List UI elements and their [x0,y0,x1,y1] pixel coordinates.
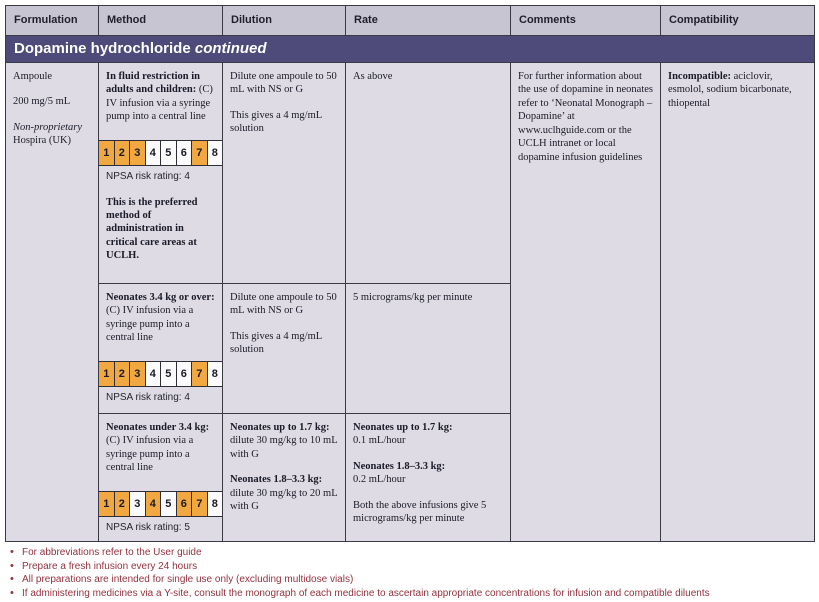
method-lead: In fluid restriction in adults and children: [106,71,201,96]
col-header-dilution: Dilution [223,6,346,36]
npsa-scale-cell: 3 [130,141,146,165]
npsa-scale-cell: 6 [177,362,193,386]
monograph-table [5,5,815,542]
comments-cell [511,63,661,542]
formulation-brand-type: Non-proprietary [13,121,83,133]
npsa-scale-cell: 6 [177,492,193,516]
method-lead: Neonates under 3.4 kg: [106,422,210,433]
rate-text: 5 micrograms/kg per minute [353,292,473,303]
rate-text: 0.2 mL/hour [353,474,406,486]
npsa-rating-label: NPSA risk rating: 5 [106,521,190,533]
npsa-scale-cell: 2 [115,362,131,386]
formulation-strength: 200 mg/5 mL [13,96,71,108]
npsa-scale-cell: 7 [192,492,208,516]
npsa-risk-scale [99,491,222,517]
npsa-scale-cell: 4 [146,362,162,386]
dilution-result: This gives a 4 mg/mL solution [230,330,322,356]
table-row [6,63,815,284]
npsa-scale-cell: 2 [115,141,131,165]
compatibility-list: aciclovir, esmolol, sodium bicarbonate, thiopental [668,71,792,109]
method-note: This is the preferred method of administration in critical care areas at UCLH. [106,196,198,262]
drug-title: Dopamine hydrochloride [14,40,191,57]
rate-heading: Neonates 1.8–3.3 kg: [353,460,446,472]
npsa-scale-cell: 8 [208,492,223,516]
rate-text: As above [353,71,393,82]
col-header-comments: Comments [511,6,661,36]
npsa-scale-cell: 1 [99,141,115,165]
method-cell-2 [99,284,223,414]
dilution-text: dilute 30 mg/kg to 10 mL with G [230,435,338,460]
npsa-rating-label: NPSA risk rating: 4 [106,391,190,403]
method-cell-3 [99,414,223,542]
dilution-cell-1 [223,63,346,284]
dilution-text: Dilute one ampoule to 50 mL with NS or G [230,71,337,96]
dilution-text: dilute 30 mg/kg to 20 mL with G [230,487,338,513]
npsa-scale-cell: 3 [130,362,146,386]
npsa-scale-cell: 4 [146,492,162,516]
npsa-scale-cell: 3 [130,492,146,516]
npsa-scale-cell: 7 [192,141,208,165]
npsa-scale-cell: 7 [192,362,208,386]
rate-text: 0.1 mL/hour [353,435,406,447]
npsa-scale-cell: 1 [99,362,115,386]
dilution-heading: Neonates up to 1.7 kg: [230,422,330,433]
formulation-cell [6,63,99,542]
drug-title-continued: continued [194,40,267,57]
rate-summary: Both the above infusions give 5 micrograms/kg per minute [353,499,487,525]
npsa-scale-cell: 8 [208,362,223,386]
footnotes [8,546,813,600]
formulation-brand: Hospira (UK) [13,135,72,147]
npsa-scale-cell: 5 [161,362,177,386]
compatibility-lead: Incompatible: [668,71,731,82]
npsa-risk-scale [99,361,222,387]
formulation-form: Ampoule [13,71,53,82]
column-header-row [6,6,815,36]
method-rest: (C) IV infusion via a syringe pump into a central line [106,305,194,344]
dilution-cell-3 [223,414,346,542]
drug-title-banner [6,36,815,63]
dilution-cell-2 [223,284,346,414]
npsa-rating-label: NPSA risk rating: 4 [106,170,190,182]
drug-banner-row [6,36,815,63]
comments-text: For further information about the use of dopamine in neonates refer to ‘Neonatal Monograph – Dopamine’ at www.uclhguide.com or the UCLH intranet or local dopamine infusion guidelines [518,71,654,163]
npsa-scale-cell: 5 [161,492,177,516]
method-cell-1 [99,63,223,284]
rate-cell-2 [346,284,511,414]
rate-cell-3 [346,414,511,542]
col-header-compatibility: Compatibility [661,6,815,36]
footnote-item: • All preparations are intended for single use only (excluding multidose vials) [8,573,813,587]
dilution-heading: Neonates 1.8–3.3 kg: [230,474,323,486]
col-header-rate: Rate [346,6,511,36]
compatibility-cell [661,63,815,542]
npsa-scale-cell: 5 [161,141,177,165]
npsa-scale-cell: 8 [208,141,223,165]
dilution-result: This gives a 4 mg/mL solution [230,109,322,135]
npsa-scale-cell: 6 [177,141,193,165]
npsa-risk-scale [99,140,222,166]
method-rest: (C) IV infusion via a syringe pump into a central line [106,84,213,123]
rate-cell-1 [346,63,511,284]
rate-heading: Neonates up to 1.7 kg: [353,422,453,433]
method-lead: Neonates 3.4 kg or over: [106,292,215,303]
dilution-text: Dilute one ampoule to 50 mL with NS or G [230,292,337,317]
col-header-formulation: Formulation [6,6,99,36]
footnote-item: • If administering medicines via a Y-site, consult the monograph of each medicine to ascertain appropriate concentrations for infusion and compatible diluents [8,587,813,601]
col-header-method: Method [99,6,223,36]
npsa-scale-cell: 2 [115,492,131,516]
npsa-scale-cell: 1 [99,492,115,516]
footnote-item: • Prepare a fresh infusion every 24 hours [8,560,813,574]
method-rest: (C) IV infusion via a syringe pump into a central line [106,435,194,474]
footnote-item: • For abbreviations refer to the User guide [8,546,813,560]
npsa-scale-cell: 4 [146,141,162,165]
